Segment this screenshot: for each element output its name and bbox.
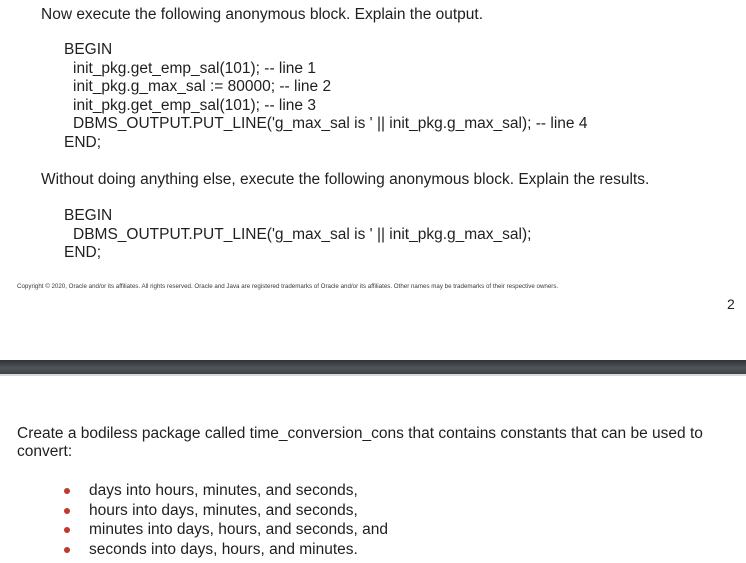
instruction-2: Without doing anything else, execute the following anonymous block. Explain the results. — [41, 171, 650, 188]
list-item: hours into days, minutes, and seconds, — [62, 501, 388, 521]
instruction-3: Create a bodiless package called time_conversion_cons that contains constants that can be used to convert: — [17, 425, 703, 460]
bullet-list — [62, 481, 388, 559]
bullet-icon — [64, 508, 70, 514]
bullet-icon — [64, 488, 70, 494]
code-end: END; — [64, 133, 102, 151]
list-item: days into hours, minutes, and seconds, — [62, 481, 388, 501]
code-line-3: init_pkg.get_emp_sal(101); -- line 3 — [73, 96, 316, 114]
code-block-1 — [64, 41, 587, 152]
code-line-4: DBMS_OUTPUT.PUT_LINE('g_max_sal is ' || init_pkg.g_max_sal); -- line 4 — [73, 115, 588, 132]
copyright-footer: Copyright © 2020, Oracle and/or its affiliates. All rights reserved. Oracle and Java are registered trademarks of Oracle and/or its affiliates. Other names may be trademarks of their respective owners. — [17, 283, 559, 290]
instruction-1: Now execute the following anonymous block. Explain the output. — [41, 6, 484, 23]
document-page-2 — [0, 376, 746, 563]
code-line-1: init_pkg.get_emp_sal(101); -- line 1 — [73, 59, 316, 77]
code-end: END; — [64, 244, 102, 261]
page-number: 2 — [727, 296, 735, 312]
list-item: minutes into days, hours, and seconds, and — [62, 520, 388, 540]
code-block-2 — [64, 207, 531, 263]
code-line-1: DBMS_OUTPUT.PUT_LINE('g_max_sal is ' || init_pkg.g_max_sal); — [73, 225, 532, 243]
code-begin: BEGIN — [64, 207, 113, 224]
bullet-icon — [64, 547, 70, 553]
code-begin: BEGIN — [64, 41, 113, 58]
bullet-icon — [64, 527, 70, 533]
code-line-2: init_pkg.g_max_sal := 80000; -- line 2 — [73, 78, 332, 95]
page-divider — [0, 360, 746, 374]
list-item: seconds into days, hours, and minutes. — [62, 540, 388, 560]
